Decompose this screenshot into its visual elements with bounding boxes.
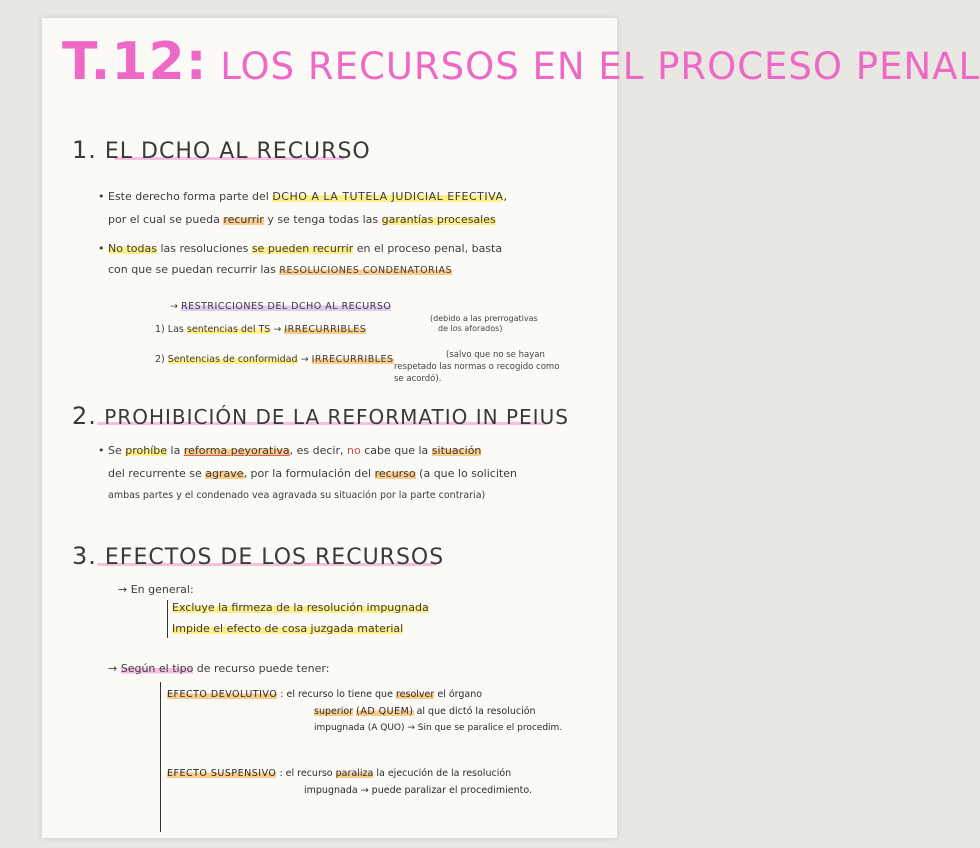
restrictions-title: RESTRICCIONES DEL DCHO AL RECURSO <box>181 301 392 312</box>
effect-suspensivo: EFECTO SUSPENSIVO <box>167 768 277 779</box>
highlight-condenatorias: RESOLUCIONES CONDENATORIAS <box>279 265 452 276</box>
suspensivo-line1: EFECTO SUSPENSIVO : el recurso paraliza la ejecución de la resolución <box>167 768 512 779</box>
section3-heading <box>72 542 444 570</box>
highlight-ad-quem: (AD QUEM) <box>356 706 414 717</box>
highlight-excluye: Excluye la firmeza de la resolución impugnada <box>172 601 429 614</box>
section2-heading <box>72 402 569 430</box>
page-title <box>62 32 980 92</box>
title-text: LOS RECURSOS EN EL PROCESO PENAL <box>220 45 980 88</box>
devolutivo-line1: EFECTO DEVOLUTIVO : el recurso lo tiene que resolver el órgano <box>167 689 483 700</box>
restriction-note-1: (debido a las prerrogativas de los aforados) <box>430 314 538 333</box>
s1-paragraph1-line2: por el cual se pueda recurrir y se tenga todas las garantías procesales <box>108 213 496 226</box>
highlight-garantias: garantías procesales <box>381 213 496 226</box>
restriction-item-1: 1) Las sentencias del TS → IRRECURRIBLES <box>155 324 367 335</box>
highlight-reforma-peyorativa: reforma peyorativa <box>183 444 290 457</box>
general-item-1 <box>172 601 429 614</box>
highlight-impide: Impide el efecto de cosa juzgada material <box>172 622 404 635</box>
highlight-situacion: situación <box>431 444 482 457</box>
s2-line1: • Se prohíbe la reforma peyorativa, es decir, no cabe que la situación <box>98 444 482 457</box>
restriction-note-2: (salvo que no se hayan respetado las normas o recogido como se acordó). <box>394 350 560 384</box>
devolutivo-line3: impugnada (A QUO) → Sin que se paralice el procedim. <box>314 723 563 733</box>
section3-number: 3. <box>72 542 97 570</box>
general-item-2 <box>172 622 403 635</box>
s1-paragraph2-line1: • No todas las resoluciones se pueden recurrir en el proceso penal, basta <box>98 242 503 255</box>
s2-line2: del recurrente se agrave, por la formulación del recurso (a que lo soliciten <box>108 467 517 480</box>
effect-devolutivo: EFECTO DEVOLUTIVO <box>167 689 278 700</box>
section2-number: 2. <box>72 402 97 430</box>
highlight-no-todas: No todas <box>108 242 157 255</box>
highlight-segun-tipo: Según el tipo <box>120 662 194 675</box>
section2-title: PROHIBICIÓN DE LA REFORMATIO IN PEIUS <box>104 405 569 429</box>
notebook-page <box>42 18 980 838</box>
highlight-recurrir: recurrir <box>223 213 264 226</box>
highlight-paraliza: paraliza <box>335 768 374 779</box>
general-bracket <box>167 600 168 638</box>
section1-number: 1. <box>72 136 97 164</box>
tipo-bracket <box>160 682 161 832</box>
restrictions-heading: → RESTRICCIONES DEL DCHO AL RECURSO <box>170 301 392 312</box>
highlight-agrave: agrave <box>205 467 244 480</box>
highlight-se-pueden: se pueden recurrir <box>251 242 354 255</box>
tipo-label: → Según el tipo de recurso puede tener: <box>108 662 330 675</box>
irrecurribles-2: IRRECURRIBLES <box>311 354 394 365</box>
section3-title: EFECTOS DE LOS RECURSOS <box>104 545 445 570</box>
highlight-sentencias-ts: sentencias del TS <box>186 324 271 335</box>
s1-paragraph1-line1: • Este derecho forma parte del DCHO A LA TUTELA JUDICIAL EFECTIVA, <box>98 190 507 203</box>
section1-heading <box>72 136 371 164</box>
general-label: → En general: <box>118 583 194 596</box>
highlight-resolver: resolver <box>395 689 435 700</box>
highlight-conformidad: Sentencias de conformidad <box>167 354 298 365</box>
s1-paragraph2-line2: con que se puedan recurrir las RESOLUCIONES CONDENATORIAS <box>108 263 452 276</box>
s2-line3: ambas partes y el condenado vea agravada su situación por la parte contraria) <box>108 490 486 501</box>
title-number: T.12: <box>62 32 208 92</box>
irrecurribles-1: IRRECURRIBLES <box>284 324 367 335</box>
highlight-prohibe: prohíbe <box>125 444 168 457</box>
red-no: no <box>347 444 361 457</box>
suspensivo-line2: impugnada → puede paralizar el procedimiento. <box>304 785 532 796</box>
highlight-tutela: DCHO A LA TUTELA JUDICIAL EFECTIVA <box>272 190 504 203</box>
devolutivo-line2: superior (AD QUEM) al que dictó la resolución <box>314 706 536 717</box>
highlight-recurso: recurso <box>374 467 416 480</box>
restriction-item-2: 2) Sentencias de conformidad → IRRECURRIBLES <box>155 354 394 365</box>
highlight-superior: superior <box>314 706 354 717</box>
section1-title: EL DCHO AL RECURSO <box>104 139 371 164</box>
